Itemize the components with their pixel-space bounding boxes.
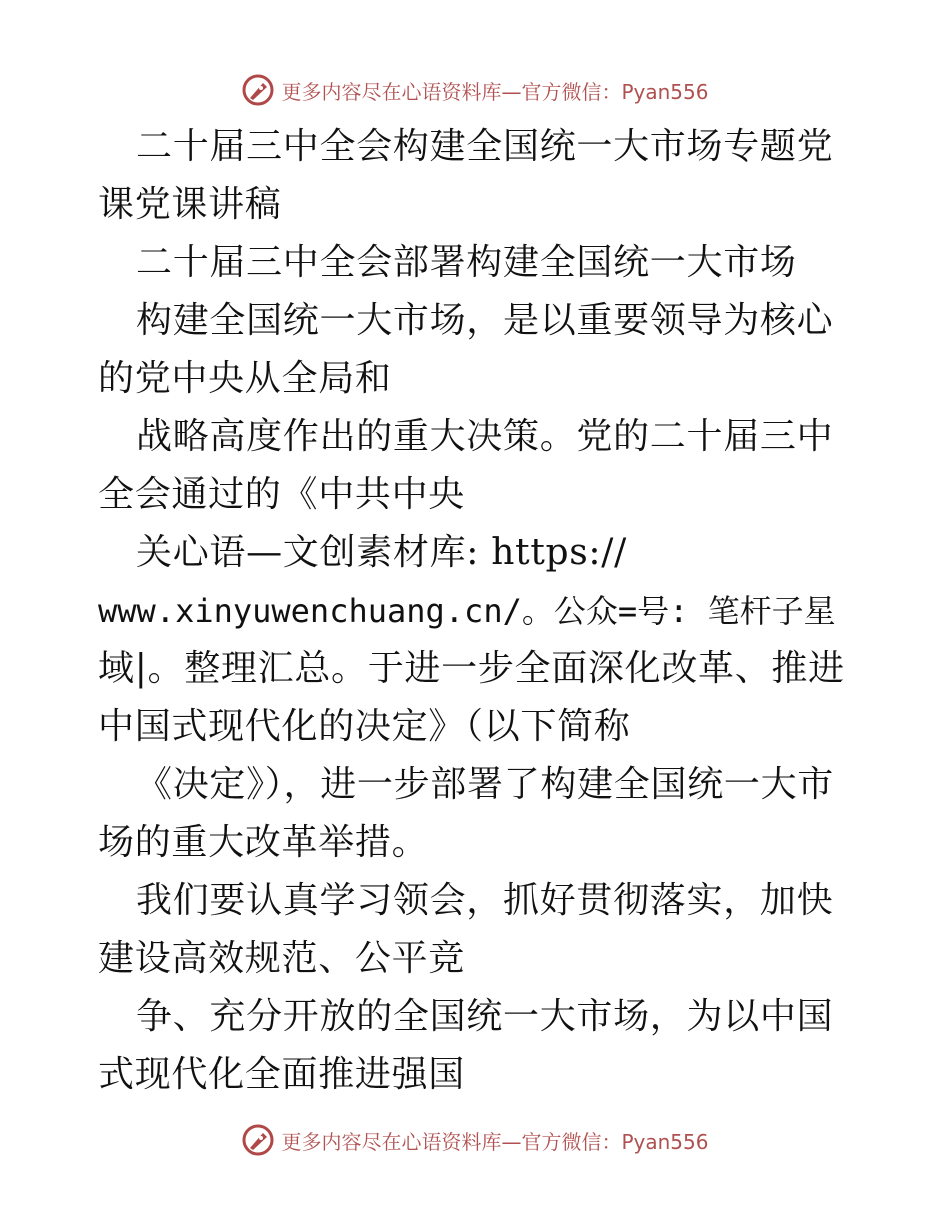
- header-banner-text: 更多内容尽在心语资料库—官方微信：Pyan556: [281, 79, 709, 104]
- pen-nib-logo-icon: [241, 73, 275, 107]
- paragraph-url: www.xinyuwenchuang.cn/。公众=号: 笔杆子星: [98, 592, 836, 630]
- paragraph: 域|。整理汇总。于进一步全面深化改革、推进中国式现代化的决定》（以下简称: [98, 648, 845, 747]
- paragraph: 争、充分开放的全国统一大市场，为以中国式现代化全面推进强国: [98, 996, 834, 1095]
- paragraph: 关心语—文创素材库: https://: [136, 532, 627, 573]
- paragraph: 《决定》），进一步部署了构建全国统一大市场的重大改革举措。: [98, 764, 835, 863]
- footer-banner: [0, 1120, 950, 1160]
- footer-banner-text: 更多内容尽在心语资料库—官方微信：Pyan556: [281, 1129, 709, 1154]
- paragraph: 战略高度作出的重大决策。党的二十届三中全会通过的《中共中央: [98, 416, 834, 515]
- document-body: [98, 118, 858, 1104]
- pen-nib-logo-icon: [241, 1123, 275, 1157]
- paragraph-subtitle: 二十届三中全会部署构建全国统一大市场: [136, 242, 797, 283]
- paragraph: 构建全国统一大市场，是以重要领导为核心的党中央从全局和: [98, 300, 834, 399]
- paragraph: 我们要认真学习领会，抓好贯彻落实，加快建设高效规范、公平竞: [98, 880, 834, 979]
- document-title: 二十届三中全会构建全国统一大市场专题党课党课讲稿: [98, 126, 834, 225]
- header-banner: [0, 70, 950, 110]
